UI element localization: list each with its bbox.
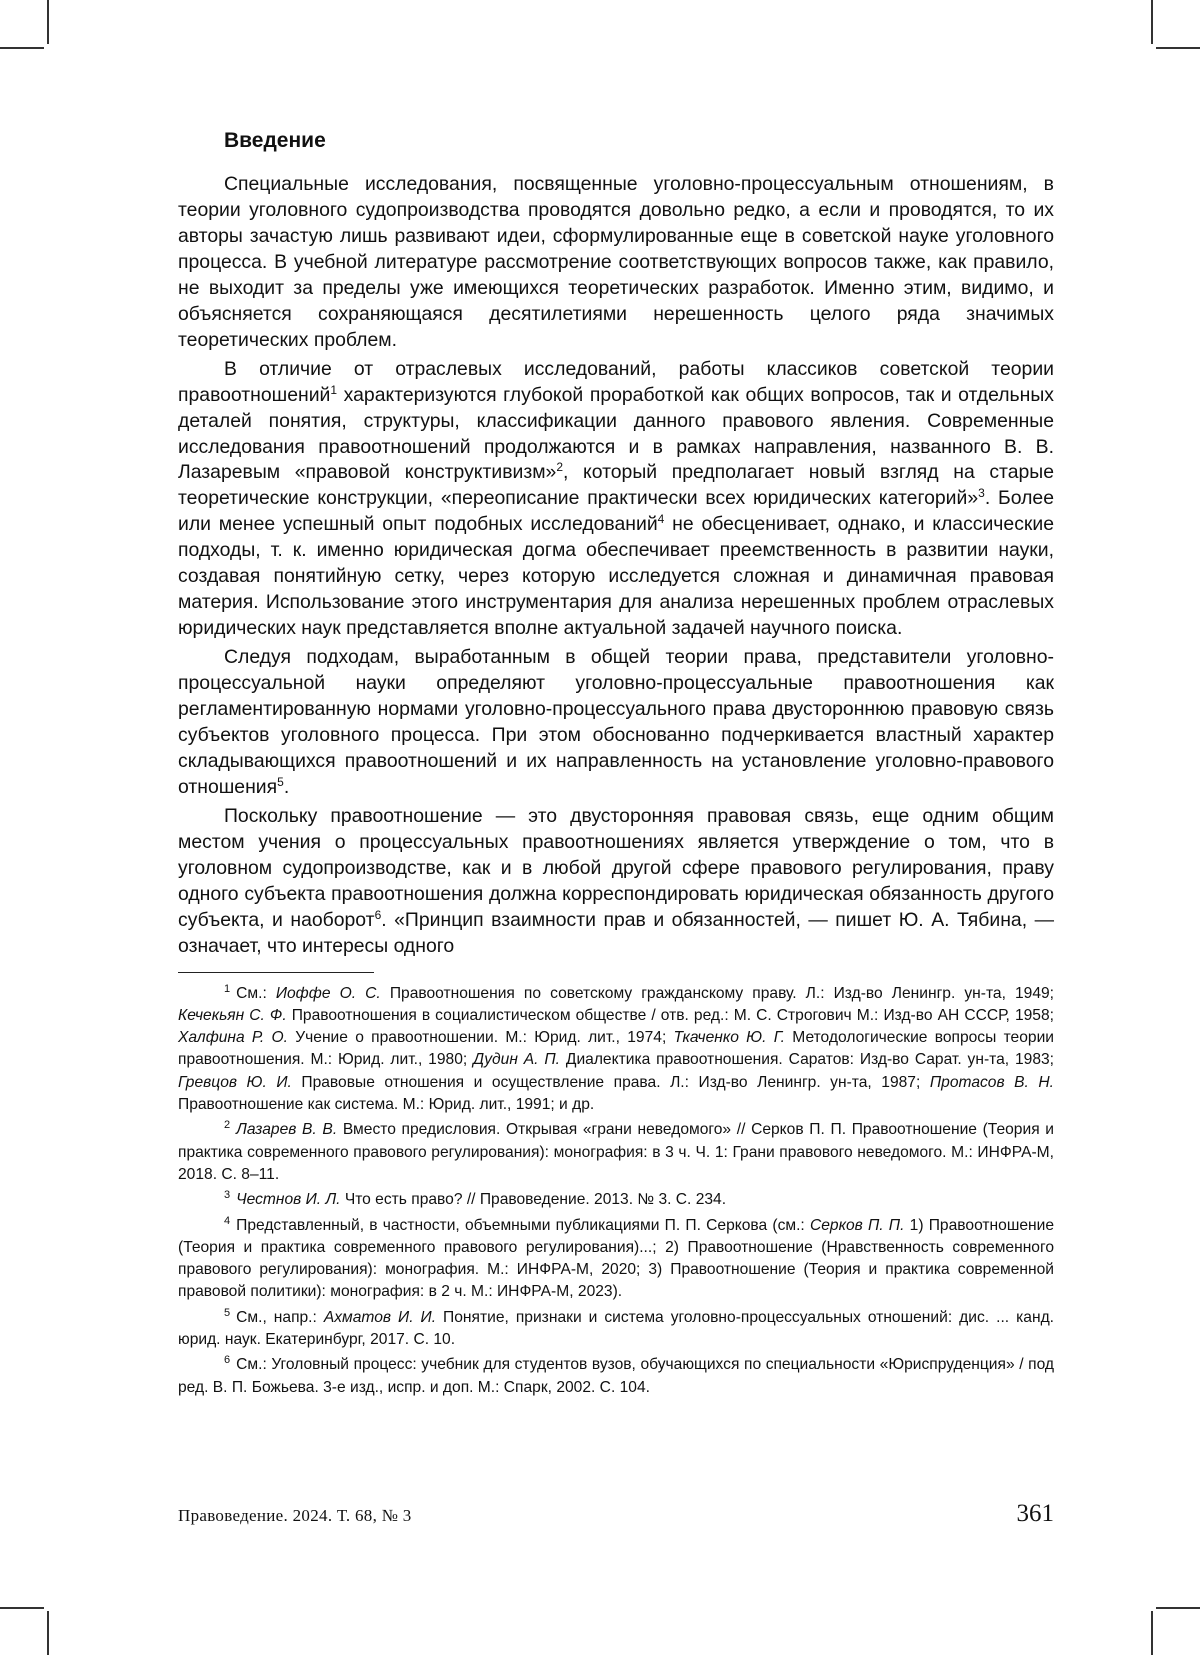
page-footer <box>178 1500 1054 1528</box>
footnote-ref-4[interactable]: 4 <box>658 512 665 526</box>
footnote-1: 1 См.: Иоффе О. С. Правоотношения по советскому гражданскому праву. Л.: Изд-во Ленингр. ун-та, 1949; Кечекьян С. Ф. Правоотношения в социалистическом обществе / отв. ред.: М. С. Строгович М.: Изд-во АН СССР, 1958; Халфина Р. О. Учение о правоотношении. М.: Юрид. лит., 1974; Ткаченко Ю. Г. Методологические вопросы теории правоотношения. М.: Юрид. лит., 1980; Дудин А. П. Диалектика правоотношения. Саратов: Изд-во Сарат. ун-та, 1983; Гревцов Ю. И. Правовые отношения и осуществление права. Л.: Изд-во Ленингр. ун-та, 1987; Протасов В. Н. Правоотношение как система. М.: Юрид. лит., 1991; и др. <box>178 983 1054 1117</box>
crop-mark-top-right-h <box>1156 47 1200 49</box>
article-content <box>178 128 1054 1399</box>
footnote-2: 2 Лазарев В. В. Вместо предисловия. Открывая «грани неведомого» // Серков П. П. Правоотношение (Теория и практика современного правового регулирования): монография: в 3 ч. Ч. 1: Грани правового неведомого. М.: ИНФРА-М, 2018. С. 8–11. <box>178 1119 1054 1186</box>
section-heading: Введение <box>224 128 1054 154</box>
footnote-ref-3[interactable]: 3 <box>978 486 985 500</box>
footnote-ref-5[interactable]: 5 <box>277 775 284 789</box>
footnote-ref-6[interactable]: 6 <box>375 908 382 922</box>
footnote-ref-2[interactable]: 2 <box>556 460 563 474</box>
paragraph-1: Специальные исследования, посвященные уголовно-процессуальным отношениям, в теории уголовного судопроизводства проводятся довольно редко, а если и проводятся, то их авторы зачастую лишь развивают идеи, сформулированные еще в советской науке уголовного процесса. В учебной литературе рассмотрение соответствующих вопросов также, как правило, не выходит за пределы уже имеющихся теоретических разработок. Именно этим, видимо, и объясняется сохраняющаяся десятилетиями нерешенность целого ряда значимых теоретических проблем. <box>178 172 1054 354</box>
page-number: 361 <box>1017 1500 1055 1528</box>
footnote-6: 6 См.: Уголовный процесс: учебник для студентов вузов, обучающихся по специальности «Юриспруденция» / под ред. В. П. Божьева. 3-е изд., испр. и доп. М.: Спарк, 2002. С. 104. <box>178 1354 1054 1399</box>
crop-mark-bottom-right-h <box>1156 1607 1200 1609</box>
crop-mark-bottom-right-v <box>1151 1611 1153 1655</box>
footnote-5: 5 См., напр.: Ахматов И. И. Понятие, признаки и система уголовно-процессуальных отношений: дис. ... канд. юрид. наук. Екатеринбург, 2017. С. 10. <box>178 1307 1054 1352</box>
paragraph-4: Поскольку правоотношение — это двусторонняя правовая связь, еще одним общим местом учения о процессуальных правоотношениях является утверждение о том, что в уголовном судопроизводстве, как и в любой другой сфере правового регулирования, праву одного субъекта правоотношения должна корреспондировать юридическая обязанность другого субъекта, и наоборот6. «Принцип взаимности прав и обязанностей, — пишет Ю. А. Тябина, — означает, что интересы одного <box>178 804 1054 960</box>
footnotes <box>178 983 1054 1399</box>
paragraph-2: В отличие от отраслевых исследований, работы классиков советской теории правоотношений1 характеризуются глубокой проработкой как общих вопросов, так и отдельных деталей понятия, структуры, классификации данного правового явления. Современные исследования правоотношений продолжаются и в рамках направления, названного В. В. Лазаревым «правовой конструктивизм»2, который предполагает новый взгляд на старые теоретические конструкции, «переописание практически всех юридических категорий»3. Более или менее успешный опыт подобных исследований4 не обесценивает, однако, и классические подходы, т. к. именно юридическая догма обеспечивает преемственность в развитии науки, создавая понятийную сетку, через которую исследуется сложная и динамичная правовая материя. Использование этого инструментария для анализа нерешенных проблем отраслевых юридических наук представляется вполне актуальной задачей научного поиска. <box>178 357 1054 642</box>
crop-mark-bottom-left-h <box>0 1607 44 1609</box>
crop-mark-top-left-h <box>0 47 44 49</box>
footnote-ref-1[interactable]: 1 <box>330 383 337 397</box>
footnote-separator <box>178 972 374 973</box>
journal-citation: Правоведение. 2024. Т. 68, № 3 <box>178 1506 412 1526</box>
paragraph-3: Следуя подходам, выработанным в общей теории права, представители уголовно-процессуальной науки определяют уголовно-процессуальные правоотношения как регламентированную нормами уголовно-процессуального права двустороннюю правовую связь субъектов уголовного процесса. При этом обоснованно подчеркивается властный характер складывающихся правоотношений и их направленность на установление уголовно-правового отношения5. <box>178 645 1054 801</box>
footnote-3: 3 Честнов И. Л. Что есть право? // Правоведение. 2013. № 3. С. 234. <box>178 1189 1054 1211</box>
crop-mark-top-right-v <box>1151 0 1153 44</box>
crop-mark-top-left-v <box>47 0 49 44</box>
crop-mark-bottom-left-v <box>47 1611 49 1655</box>
footnote-4: 4 Представленный, в частности, объемными публикациями П. П. Серкова (см.: Серков П. П. 1) Правоотношение (Теория и практика современного правового регулирования)...; 2) Правоотношение (Нравственность современного правового регулирования): монография. М.: ИНФРА-М, 2020; 3) Правоотношение (Теория и практика современной правовой политики): монография: в 2 ч. М.: ИНФРА-М, 2023). <box>178 1215 1054 1304</box>
article-body <box>178 172 1054 960</box>
